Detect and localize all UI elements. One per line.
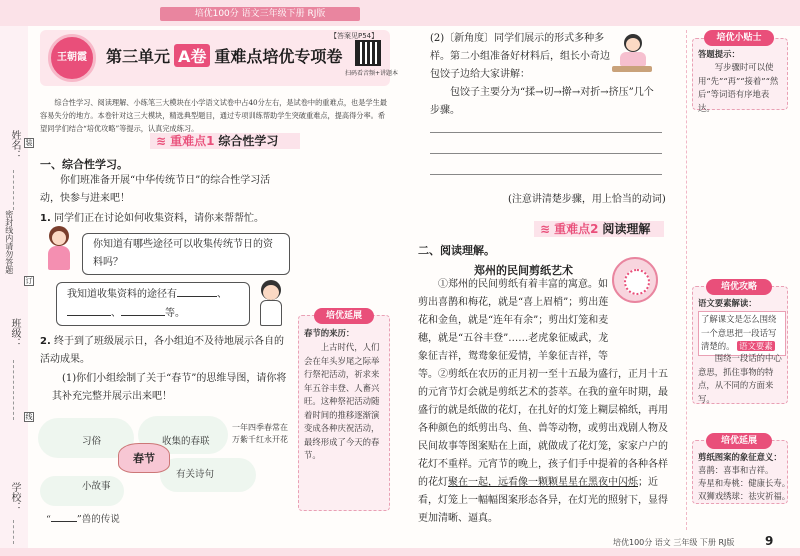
- wave-icon: ≋: [540, 222, 551, 236]
- question-2-1: (1)你们小组绘制了关于“春节”的思维导图，请你将其补充完整并展示出来吧！: [52, 373, 287, 402]
- mindmap-legend: [46, 510, 120, 525]
- keypoint-title: 阅读理解: [602, 222, 651, 236]
- tip-box-subtitle: 剪纸图案的象征意义：: [698, 452, 782, 462]
- page-number: 9: [765, 534, 774, 548]
- tip-box-subtitle: 答题提示：: [698, 49, 740, 59]
- answer-blank[interactable]: [51, 510, 77, 522]
- section-1-intro: 你们班准备开展“中华传统节日”的综合性学习活动，快参与进来吧！: [40, 175, 271, 204]
- mindmap-node-stories: 小故事: [82, 481, 111, 492]
- qr-code-icon[interactable]: [355, 40, 381, 66]
- question-2: [40, 333, 290, 369]
- question-text: 同学们展示的形式多种多样。第二小组准备好材料后，组长小奇边包饺子边给大家讲解：: [430, 33, 610, 80]
- keypoint-2-banner: [534, 221, 664, 237]
- class-label: 班级：: [9, 318, 20, 348]
- footer-text: 培优100分 语文 三年级 下册 RJ版: [613, 538, 735, 547]
- qr-label: 扫码看音频+讲题本: [345, 70, 399, 77]
- underlined-sentence: 聚在一起，远看像一颗颗星星在黑夜中闪烁: [448, 477, 638, 488]
- bubble-text: 我知道收集资料的途径有: [67, 289, 177, 300]
- papercut-illustration: [612, 257, 658, 303]
- top-strip: [0, 0, 800, 26]
- boy-illustration: [256, 280, 286, 328]
- bottom-strip: [0, 548, 800, 556]
- keypoint-title: 综合性学习: [218, 134, 279, 148]
- mindmap-node-poems: 有关诗句: [176, 469, 215, 480]
- tip-tag: 语文要素: [739, 341, 773, 351]
- article-paragraph-2: [418, 366, 670, 528]
- tip-box-text: 上古时代，人们会在年头岁尾之际举行祭祀活动，祈求来年五谷丰登、人畜兴旺。这种祭祀活动随着时间的推移逐渐演变成各种庆祝活动，最终形成了今天的春节。: [304, 342, 380, 460]
- brand-logo: 王朝霞: [48, 34, 96, 82]
- quote-open: “: [46, 514, 51, 525]
- page-title: [106, 44, 342, 67]
- tip-box-head: 培优延展: [314, 308, 374, 324]
- keypoint-1-banner: [150, 133, 300, 149]
- question-text: 同学们正在讨论如何收集资料，请你来帮帮忙。: [53, 213, 264, 224]
- wave-icon: ≋: [156, 134, 167, 148]
- series-banner: 培优100分 语文三年级下册 RJ版: [160, 7, 360, 21]
- question-number: 1.: [40, 213, 51, 224]
- cut-mark: 订: [25, 277, 33, 285]
- binding-note: 密封线内请勿答题: [4, 210, 14, 274]
- steps-prefix: 包饺子主要分为“: [450, 87, 526, 98]
- question-2-2: [430, 30, 610, 84]
- section-1-heading: 一、综合性学习。: [40, 158, 128, 171]
- answer-line[interactable]: [430, 174, 662, 175]
- dumpling-steps: [430, 84, 662, 120]
- question-text: 终于到了班级展示日，各小组迫不及待地展示各自的活动成果。: [40, 336, 284, 365]
- unit-label: 第三单元: [106, 47, 171, 66]
- steps-sequence: 揉→切→擀→对折→挤压: [525, 87, 629, 98]
- article-title: 郑州的民间剪纸艺术: [474, 264, 573, 277]
- mindmap-node-couplets: 收集的春联: [162, 436, 210, 447]
- question-1: [40, 210, 300, 228]
- legend-text: ”兽的传说: [76, 514, 120, 525]
- article-paragraph-1: ①郑州的民间剪纸有着丰富的寓意。如剪出喜鹊和梅花，就是“喜上眉梢”；剪出莲花和金鱼，就是“连年有余”；剪出灯笼和麦穗，就是“五谷丰登”……老虎象征威武，龙象征吉祥，鸳鸯象征爱情，羊象征吉祥，等等。: [418, 279, 609, 380]
- bubble-end: 等。: [165, 308, 185, 319]
- answer-reference: 【答案见P54】: [330, 32, 379, 40]
- keypoint-label: 重难点2: [554, 222, 599, 236]
- symbol-item: 喜鹊：喜事和吉祥。: [698, 465, 774, 475]
- tip-box-head: 培优小贴士: [704, 30, 774, 46]
- boy-speech-bubble: [56, 282, 250, 326]
- class-line: [13, 360, 14, 420]
- mindmap-node-customs: 习俗: [82, 436, 102, 447]
- school-line: [13, 520, 14, 544]
- paragraph-text: ②剪纸在农历的正月初一至十五最为盛行，正月十五的元宵节灯会就是剪纸艺术的荟萃。在我的童年时期，最盛行的就是纸做的花灯，在扎好的灯笼上糊层棉纸，再用各种颜色的纸剪出鸟、鱼、兽等动物，或剪出戏剧人物及民间故事等图案贴在上面，就做成了花灯笼，家家户户的花灯不重样。元宵节的晚上，孩子们手中提着的各种各样的花灯: [418, 369, 668, 488]
- tip-box-subtitle: 春节的来历：: [304, 328, 355, 338]
- answer-blank[interactable]: [177, 285, 217, 297]
- keypoint-label: 重难点1: [170, 134, 215, 148]
- steps-suffix: ”几个步骤。: [430, 87, 654, 116]
- name-label: 姓名：: [9, 130, 20, 160]
- tip-box-subtitle: 语文要素解读：: [698, 298, 757, 308]
- title-text: 重难点培优专项卷: [214, 47, 343, 66]
- strategy-tip: [698, 311, 786, 356]
- tip-box-text: 围绕一段话的中心意思，抓住事物的特点，从不同的方面来写。: [698, 353, 782, 404]
- column-divider: [686, 30, 687, 530]
- answer-line[interactable]: [430, 153, 662, 154]
- volume-badge: A卷: [174, 44, 210, 67]
- separator: 、: [217, 289, 227, 300]
- section-2-heading: 二、阅读理解。: [418, 244, 495, 257]
- school-label: 学校：: [9, 482, 20, 512]
- tip-box-head: 培优延展: [706, 433, 772, 449]
- name-line: [13, 170, 14, 210]
- paragraph-text: ；近看，灯笼上一幅幅图案形态各异，在灯光的照射下，显得更加清晰、逼真。: [418, 477, 668, 524]
- dumpling-boy-illustration: [612, 34, 652, 74]
- intro-paragraph: 综合性学习、阅读理解、小练笔三大模块在小学语文试卷中占40分左右，是试卷中的重难点，也是学生最容易失分的地方。本卷针对这三大模块，精选典型题目，通过专项训练帮助学生突破重难点，提高得分率。希望同学们结合“培优攻略”等提示，认真完成练习。: [40, 98, 387, 133]
- cut-mark: 装: [25, 139, 33, 147]
- answer-line[interactable]: [430, 132, 662, 133]
- symbol-item: 寿星和寿桃：健康长寿。: [698, 478, 791, 488]
- girl-speech-bubble: 你知道有哪些途径可以收集传统节日的资料吗？: [82, 233, 290, 275]
- answer-blank[interactable]: [121, 304, 165, 316]
- separator: 、: [111, 308, 121, 319]
- binding-margin: [0, 26, 28, 556]
- tip-box-head: 培优攻略: [706, 279, 772, 295]
- symbol-item: 双狮戏绣球：祛灾祈福。: [698, 491, 791, 501]
- couplet-example: 一年四季春常在 万紫千红永开花: [232, 423, 288, 444]
- tip-text: 了解课文是怎么围绕一个意思把一段话写清楚的。: [701, 314, 777, 351]
- cut-mark: 线: [25, 413, 33, 421]
- answer-hint: (注意讲清楚步骤，用上恰当的动词): [508, 194, 666, 205]
- question-number: 2.: [40, 336, 51, 347]
- girl-illustration: [45, 226, 73, 270]
- answer-blank[interactable]: [67, 304, 111, 316]
- mindmap-center: 春节: [118, 443, 170, 473]
- tip-box-text: 写步骤时可以使用“先”“再”“接着”“然后”等词语有序地表达。: [698, 62, 779, 113]
- question-label: (2)〔新角度〕: [430, 33, 495, 44]
